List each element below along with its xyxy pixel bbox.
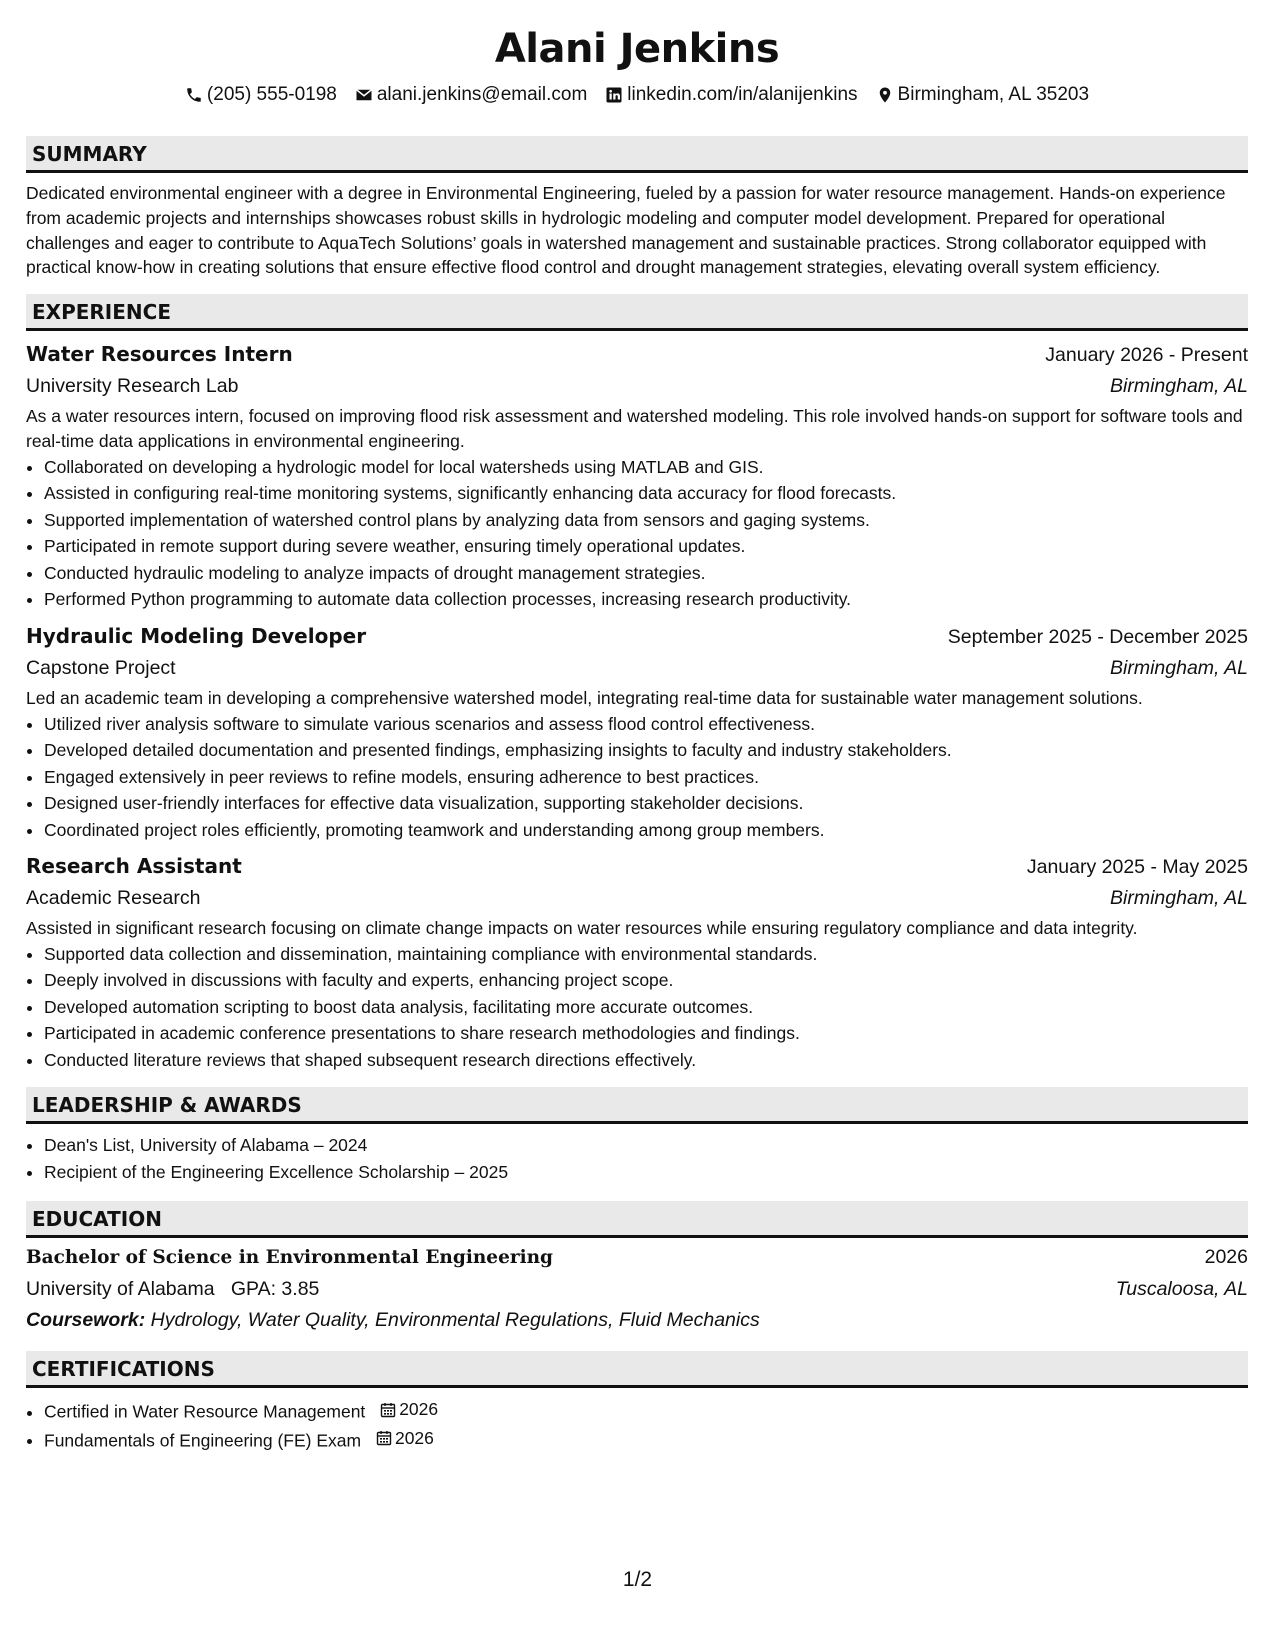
list-item: • Performed Python programming to automate data collection processes, increasing research productivity. <box>44 586 1248 613</box>
certification-year: 2026 <box>394 1428 434 1449</box>
list-item: • Participated in remote support during severe weather, ensuring timely operational updates. <box>44 533 1248 560</box>
list-item: • Participated in academic conference presentations to share research methodologies and findings. <box>44 1020 1248 1047</box>
list-item: • Engaged extensively in peer reviews to refine models, ensuring adherence to best practices. <box>44 764 1248 791</box>
map-pin-icon <box>876 86 894 104</box>
list-item: • Supported data collection and dissemination, maintaining compliance with environmental standards. <box>44 941 1248 968</box>
list-item: • Coordinated project roles efficiently, promoting teamwork and understanding among group members. <box>44 817 1248 844</box>
section-certifications-header: CERTIFICATIONS <box>26 1351 1248 1388</box>
job-title: Hydraulic Modeling Developer <box>26 623 367 648</box>
job-location: Birmingham, AL <box>1110 656 1248 679</box>
job-bullets <box>26 941 1248 1074</box>
certification-name: Certified in Water Resource Management <box>44 1401 366 1422</box>
job-entry <box>26 339 1248 613</box>
job-entry <box>26 851 1248 1073</box>
linkedin-icon <box>605 86 623 104</box>
school-name: University of Alabama <box>26 1278 215 1301</box>
job-org: University Research Lab <box>26 375 239 398</box>
education-entry <box>26 1242 1248 1335</box>
candidate-name: Alani Jenkins <box>494 26 780 72</box>
job-bullets <box>26 454 1248 613</box>
list-item: • Supported implementation of watershed control plans by analyzing data from sensors and gaging systems. <box>44 507 1248 534</box>
job-description: As a water resources intern, focused on improving flood risk assessment and watershed modeling. This role involved hands-on support for software tools and real-time data applications in environmental engineering. <box>26 406 1243 451</box>
envelope-icon <box>355 86 373 104</box>
list-item: • Dean's List, University of Alabama – 2024 <box>44 1132 1248 1159</box>
job-entry <box>26 621 1248 843</box>
section-leadership-header: LEADERSHIP & AWARDS <box>26 1087 1248 1124</box>
list-item: • Conducted literature reviews that shaped subsequent research directions effectively. <box>44 1047 1248 1074</box>
list-item: • Developed automation scripting to boost data analysis, facilitating more accurate outcomes. <box>44 994 1248 1021</box>
phone-text: (205) 555-0198 <box>206 84 337 105</box>
job-bullets <box>26 711 1248 844</box>
leadership-list <box>26 1132 1248 1185</box>
summary-text: Dedicated environmental engineer with a degree in Environmental Engineering, fueled by a passion for water resource management. Hands-on experience from academic projects and internships showcases robust skills in hydrologic modeling and computer model development. Prepared for operational challenges and eager to contribute to AquaTech Solutions’ goals in watershed management and sustainable practices. Strong collaborator equipped with practical know-how in creating solutions that ensure effective flood control and drought management strategies, elevating overall system efficiency. <box>26 183 1226 278</box>
job-dates: January 2026 - Present <box>1045 344 1248 367</box>
school-line <box>26 1273 319 1305</box>
certification-date <box>380 1396 438 1423</box>
job-description: Assisted in significant research focusing on climate change impacts on water resources while ensuring regulatory compliance and data integrity. <box>26 918 1138 939</box>
job-location: Birmingham, AL <box>1110 375 1248 398</box>
coursework-list: Hydrology, Water Quality, Environmental Regulations, Fluid Mechanics <box>150 1309 760 1332</box>
certification-year: 2026 <box>399 1399 439 1420</box>
calendar-icon <box>376 1430 392 1446</box>
list-item: • Utilized river analysis software to simulate various scenarios and assess flood control effectiveness. <box>44 711 1248 738</box>
job-dates: January 2025 - May 2025 <box>1026 856 1248 879</box>
resume-page <box>26 22 1248 1454</box>
email-link[interactable]: alani.jenkins@email.com <box>376 84 588 105</box>
list-item <box>44 1396 1248 1425</box>
section-experience-header: EXPERIENCE <box>26 294 1248 331</box>
linkedin-link[interactable]: linkedin.com/in/alanijenkins <box>627 84 858 105</box>
coursework-label: Coursework: <box>26 1309 146 1332</box>
list-item: • Collaborated on developing a hydrologic model for local watersheds using MATLAB and GIS. <box>44 454 1248 481</box>
job-description: Led an academic team in developing a comprehensive watershed model, integrating real-time data for sustainable water management solutions. <box>26 687 1143 708</box>
certifications-list <box>26 1396 1248 1454</box>
list-item: • Assisted in configuring real-time monitoring systems, significantly enhancing data accuracy for flood forecasts. <box>44 480 1248 507</box>
school-location: Tuscaloosa, AL <box>1115 1278 1248 1301</box>
certification-name: Fundamentals of Engineering (FE) Exam <box>44 1430 362 1451</box>
section-summary-header: SUMMARY <box>26 136 1248 173</box>
list-item: • Developed detailed documentation and presented findings, emphasizing insights to faculty and industry stakeholders. <box>44 737 1248 764</box>
list-item: • Conducted hydraulic modeling to analyze impacts of drought management strategies. <box>44 560 1248 587</box>
page-number: 1/2 <box>622 1568 653 1591</box>
contact-phone <box>185 82 337 108</box>
gpa: GPA: 3.85 <box>230 1278 320 1301</box>
list-item <box>44 1425 1248 1454</box>
certification-date <box>376 1425 434 1452</box>
job-location: Birmingham, AL <box>1110 887 1248 910</box>
list-item: • Deeply involved in discussions with faculty and experts, enhancing project scope. <box>44 967 1248 994</box>
graduation-year: 2026 <box>1204 1246 1248 1269</box>
contact-linkedin[interactable] <box>605 82 857 108</box>
phone-icon <box>185 86 203 104</box>
job-title: Research Assistant <box>26 854 242 879</box>
list-item: • Designed user-friendly interfaces for effective data visualization, supporting stakeholder decisions. <box>44 790 1248 817</box>
section-education-header: EDUCATION <box>26 1201 1248 1238</box>
coursework <box>26 1305 1248 1335</box>
calendar-icon <box>380 1402 396 1418</box>
location-text: Birmingham, AL 35203 <box>897 84 1090 105</box>
job-dates: September 2025 - December 2025 <box>947 625 1248 648</box>
contact-location <box>876 82 1090 108</box>
job-title: Water Resources Intern <box>26 342 293 367</box>
job-org: Capstone Project <box>26 656 176 679</box>
list-item: • Recipient of the Engineering Excellence Scholarship – 2025 <box>44 1159 1248 1186</box>
degree-title: Bachelor of Science in Environmental Engineering <box>26 1247 553 1269</box>
contact-email[interactable] <box>355 82 587 108</box>
job-org: Academic Research <box>26 887 201 910</box>
contact-bar <box>26 82 1248 108</box>
